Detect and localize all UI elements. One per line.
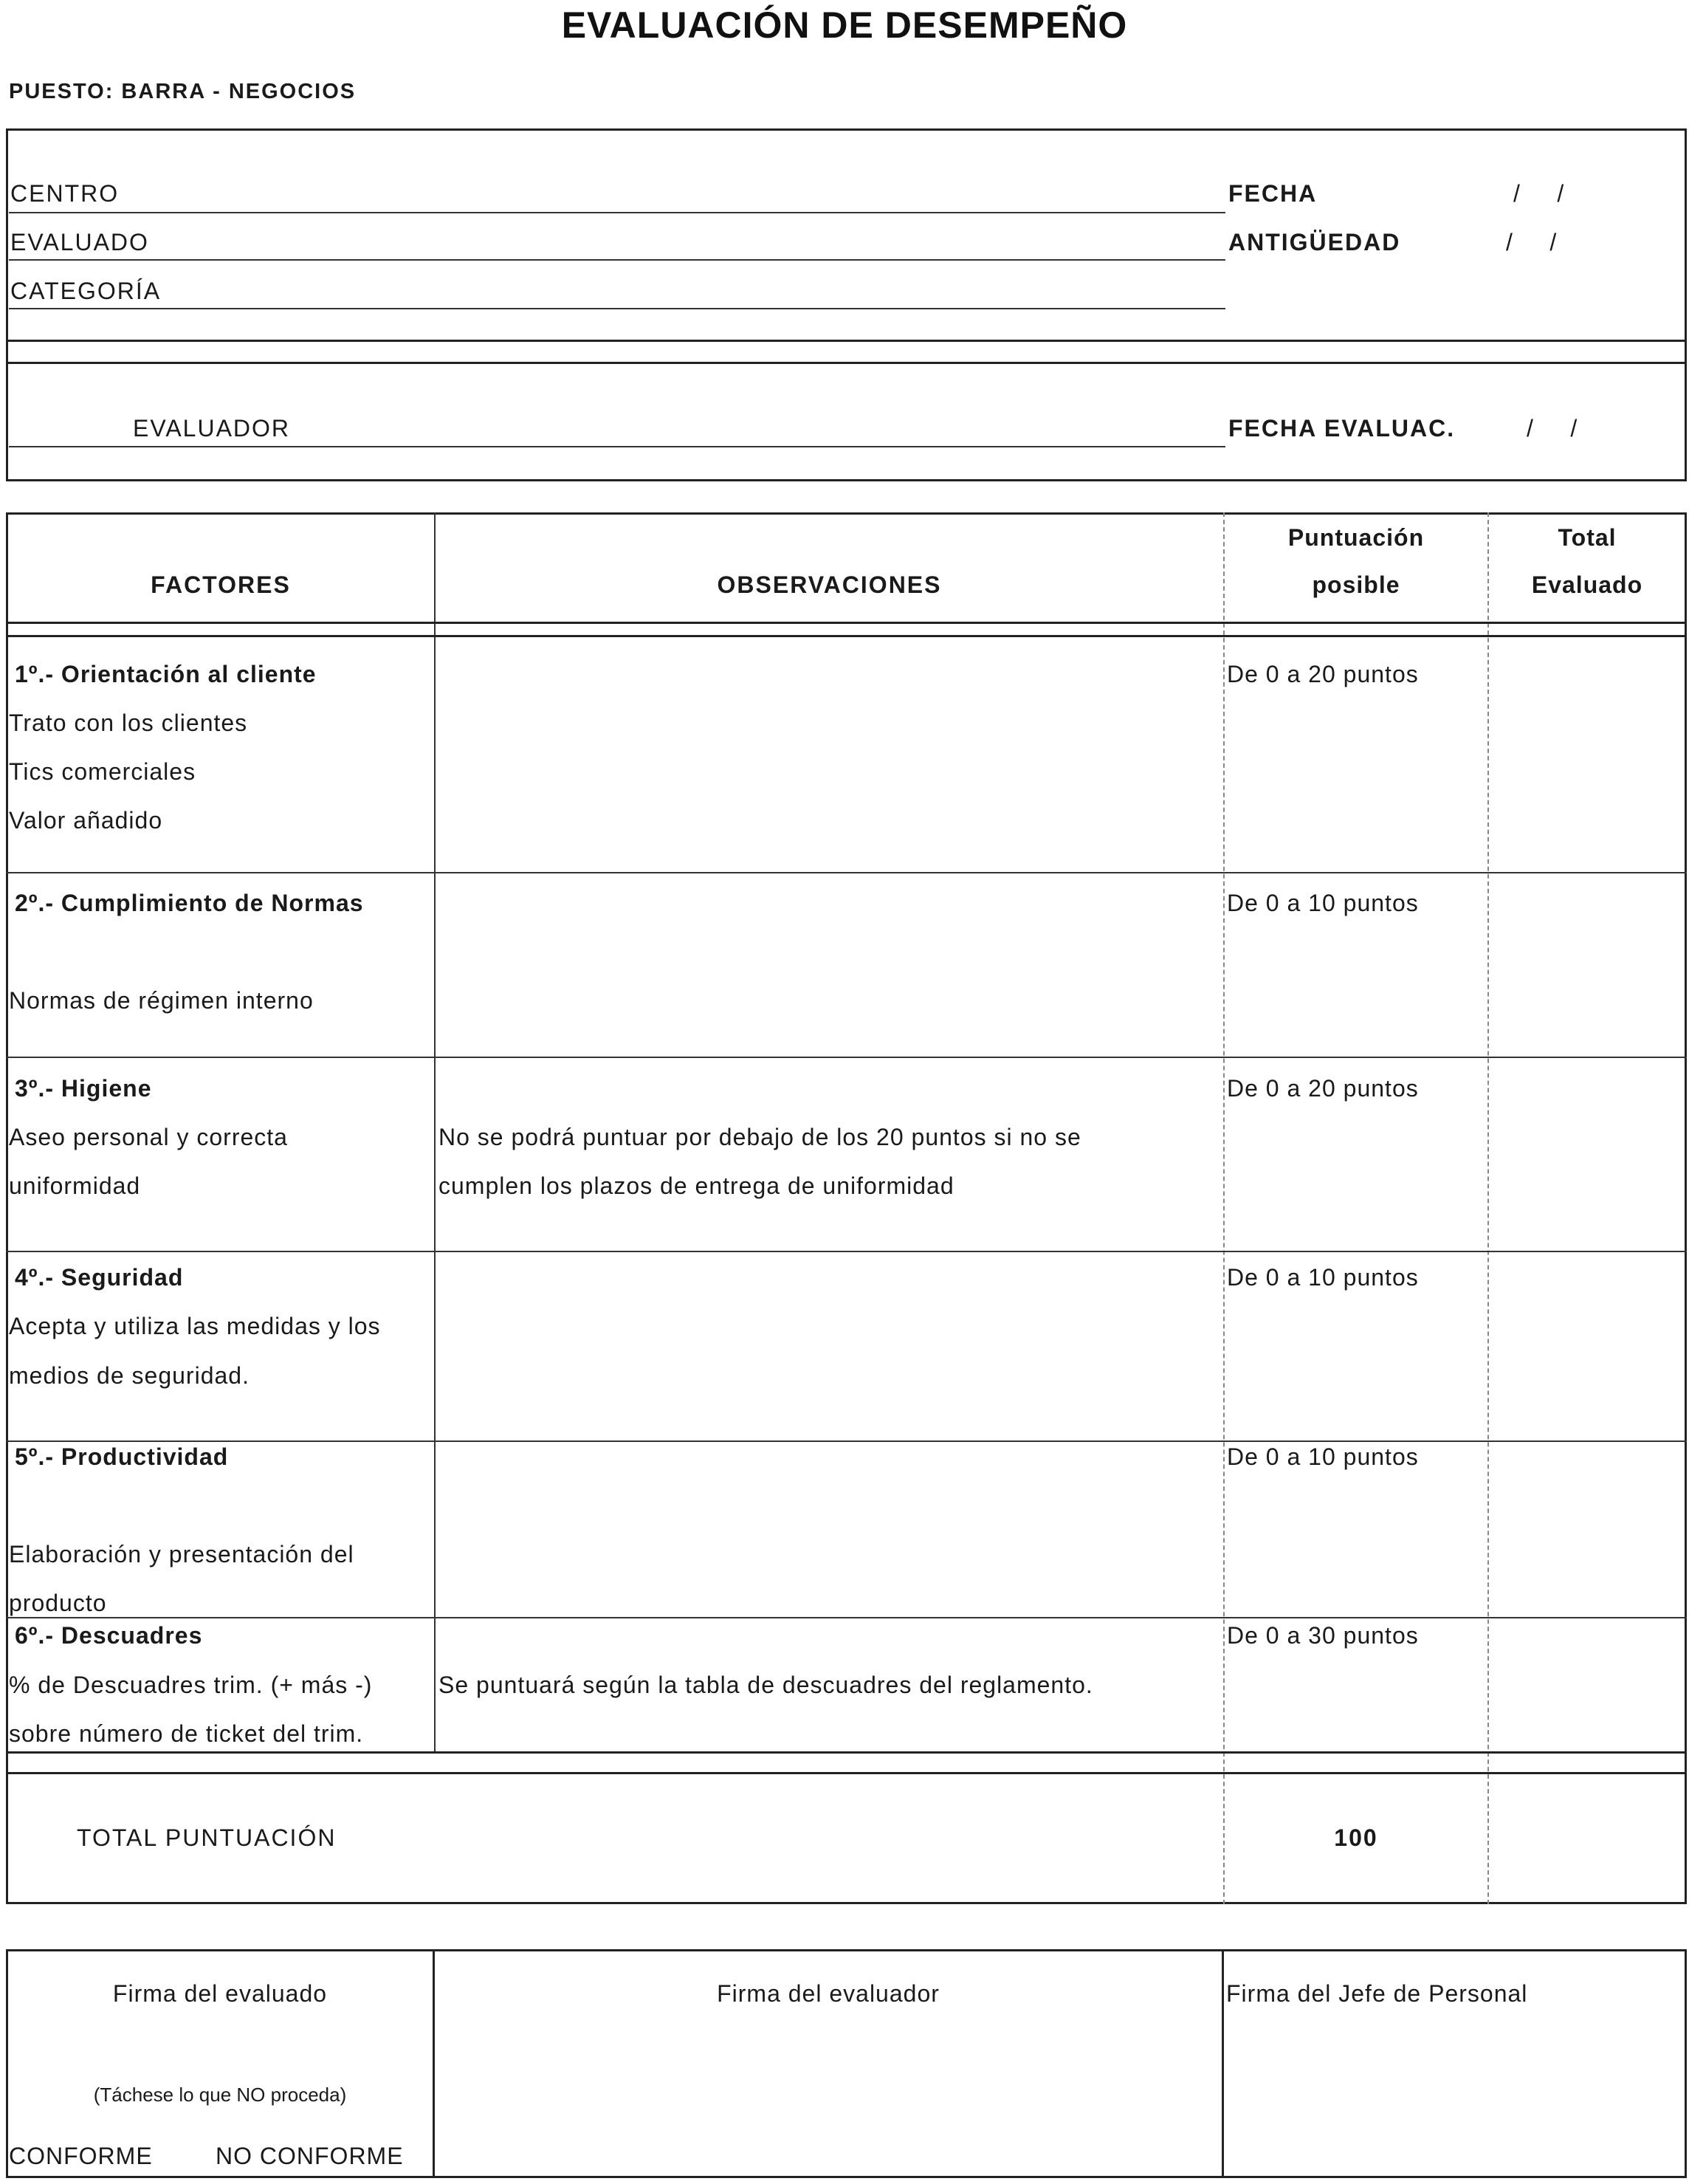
page-title: EVALUACIÓN DE DESEMPEÑO (561, 4, 1128, 46)
factor-line: Trato con los clientes (9, 710, 248, 736)
points-possible: De 0 a 30 puntos (1227, 1622, 1419, 1649)
tachese-note: (Táchese lo que NO proceda) (93, 2084, 347, 2106)
row-divider (6, 1440, 1687, 1442)
column-divider (434, 512, 436, 1753)
factor-title: 3º.- Higiene (15, 1075, 152, 1102)
observation-text: No se podrá puntuar por debajo de los 20 puntos si no se (438, 1124, 1081, 1150)
points-possible: De 0 a 20 puntos (1227, 661, 1419, 687)
divider (6, 340, 1687, 342)
header-puntuacion: Puntuación (1287, 524, 1425, 551)
evaluado-field[interactable] (9, 259, 1225, 261)
firma-evaluador-label: Firma del evaluador (717, 1980, 940, 2007)
factor-title: 4º.- Seguridad (15, 1264, 184, 1291)
header-posible: posible (1312, 571, 1400, 598)
points-possible: De 0 a 10 puntos (1227, 890, 1419, 916)
factor-title: 2º.- Cumplimiento de Normas (15, 890, 364, 916)
firma-evaluado-label: Firma del evaluado (112, 1980, 328, 2007)
factor-line: % de Descuadres trim. (+ más -) (9, 1672, 373, 1698)
factor-title: 6º.- Descuadres (15, 1622, 203, 1649)
fecha-evaluac-label: FECHA EVALUAC. (1228, 415, 1456, 442)
divider (6, 362, 1687, 364)
factor-line: uniformidad (9, 1172, 141, 1199)
factor-line: Acepta y utiliza las medidas y los (9, 1313, 381, 1339)
column-divider (1223, 512, 1225, 1904)
header-evaluado: Evaluado (1531, 571, 1643, 598)
factor-line: medios de seguridad. (9, 1362, 250, 1389)
points-possible: De 0 a 10 puntos (1227, 1264, 1419, 1291)
factor-line: Normas de régimen interno (9, 987, 314, 1014)
factor-title: 1º.- Orientación al cliente (15, 661, 317, 687)
factor-line: Valor añadido (9, 807, 163, 834)
categoria-label: CATEGORÍA (10, 278, 162, 304)
centro-label: CENTRO (10, 180, 120, 207)
observation-text: Se puntuará según la tabla de descuadres del reglamento. (438, 1672, 1093, 1698)
factor-line: Elaboración y presentación del (9, 1541, 354, 1567)
factor-line: sobre número de ticket del trim. (9, 1720, 364, 1747)
evaluador-label: EVALUADOR (133, 415, 291, 442)
total-divider (6, 1751, 1687, 1754)
column-divider (1222, 1949, 1224, 2178)
fecha-evaluac-date[interactable]: / / (1527, 415, 1578, 442)
observation-text: cumplen los plazos de entrega de uniformidad (438, 1172, 954, 1199)
header-observaciones: OBSERVACIONES (717, 571, 942, 598)
row-divider (6, 872, 1687, 873)
firma-jefe-label: Firma del Jefe de Personal (1226, 1980, 1528, 2007)
header-divider (6, 622, 1687, 624)
header-divider (6, 635, 1687, 637)
total-value: 100 (1334, 1824, 1378, 1851)
factor-title: 5º.- Productividad (15, 1443, 229, 1470)
centro-field[interactable] (9, 212, 1225, 213)
conforme-option[interactable]: CONFORME (9, 2143, 153, 2169)
header-total: Total (1558, 524, 1617, 551)
antiguedad-date[interactable]: / / (1506, 229, 1558, 255)
total-divider (6, 1772, 1687, 1774)
header-factores: FACTORES (151, 571, 291, 598)
fecha-label: FECHA (1228, 180, 1318, 207)
no-conforme-option[interactable]: NO CONFORME (216, 2143, 404, 2169)
total-label: TOTAL PUNTUACIÓN (77, 1824, 337, 1851)
fecha-date[interactable]: / / (1513, 180, 1565, 207)
points-possible: De 0 a 10 puntos (1227, 1443, 1419, 1470)
row-divider (6, 1057, 1687, 1058)
antiguedad-label: ANTIGÜEDAD (1228, 229, 1401, 255)
factor-line: Tics comerciales (9, 758, 196, 785)
categoria-field[interactable] (9, 308, 1225, 309)
evaluado-label: EVALUADO (10, 229, 149, 255)
factor-line: Aseo personal y correcta (9, 1124, 288, 1150)
points-possible: De 0 a 20 puntos (1227, 1075, 1419, 1102)
row-divider (6, 1251, 1687, 1252)
evaluador-field[interactable] (9, 446, 1225, 447)
puesto-label: PUESTO: BARRA - NEGOCIOS (9, 80, 357, 103)
factor-line: producto (9, 1590, 107, 1616)
row-divider (6, 1617, 1687, 1618)
column-divider (1487, 512, 1489, 1904)
